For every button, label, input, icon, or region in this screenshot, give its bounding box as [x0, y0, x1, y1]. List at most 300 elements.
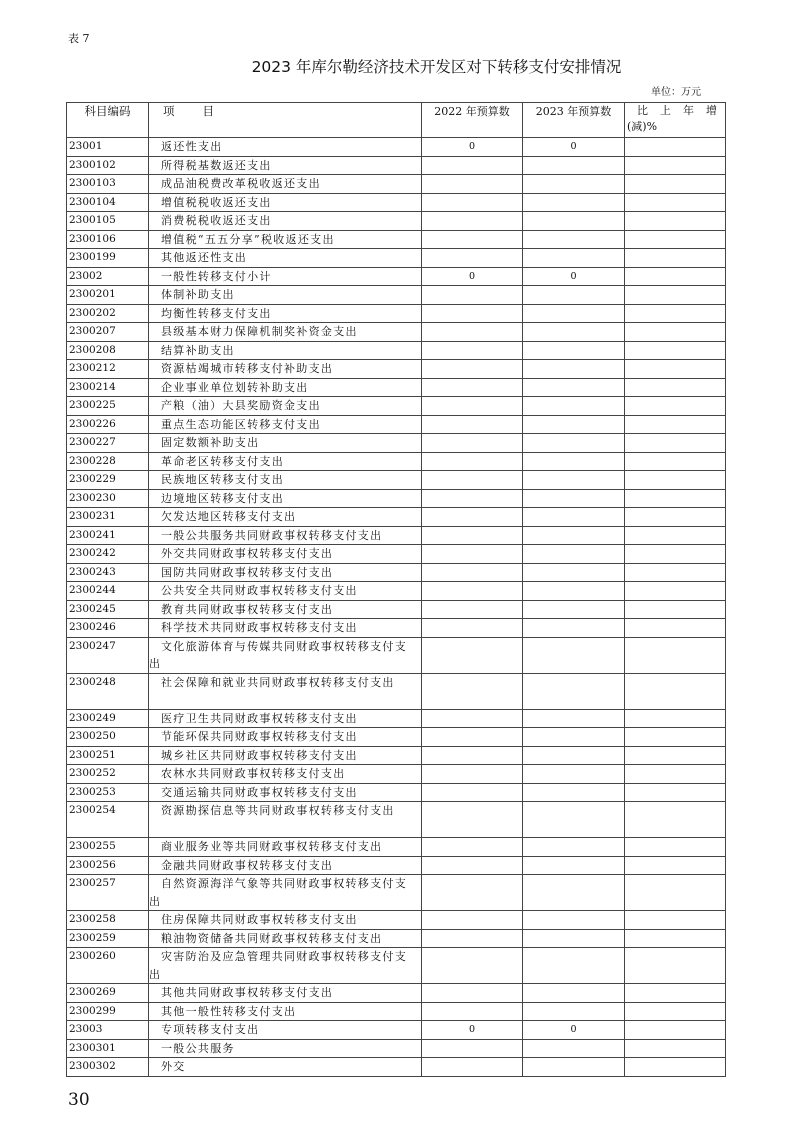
row-item-name	[149, 175, 422, 194]
change-header-char: 比	[637, 104, 648, 117]
row-item-text: 节能环保共同财政事权转移支付支出	[161, 730, 358, 743]
row-2023-value: 0	[523, 267, 625, 286]
row-code: 2300241	[67, 526, 149, 545]
row-2022-value: 0	[422, 1021, 523, 1040]
row-item-name	[149, 341, 422, 360]
row-code: 2300254	[67, 802, 149, 838]
row-item-name	[149, 783, 422, 802]
row-item-name	[149, 415, 422, 434]
row-item-text: 欠发达地区转移支付支出	[161, 510, 297, 523]
row-code: 2300259	[67, 929, 149, 948]
row-change-value	[625, 545, 726, 564]
row-2023-value	[523, 875, 625, 911]
row-change-value	[625, 1039, 726, 1058]
row-code: 2300104	[67, 193, 149, 212]
table-row	[67, 471, 726, 490]
row-change-value	[625, 471, 726, 490]
table-row	[67, 156, 726, 175]
row-code: 2300207	[67, 323, 149, 342]
row-2022-value	[422, 175, 523, 194]
row-2023-value	[523, 563, 625, 582]
row-item-name	[149, 582, 422, 601]
row-item-text: 其他一般性转移支付支出	[161, 1004, 297, 1018]
row-change-value	[625, 434, 726, 453]
row-2022-value	[422, 323, 523, 342]
row-code: 2300256	[67, 856, 149, 875]
change-header-bottom: (减)%	[627, 120, 658, 133]
row-code: 2300243	[67, 563, 149, 582]
row-2023-value	[523, 378, 625, 397]
row-item-name	[149, 471, 422, 490]
table-row	[67, 1058, 726, 1077]
row-item-text: 外交	[161, 1060, 186, 1073]
row-item-name	[149, 230, 422, 249]
table-row	[67, 1002, 726, 1021]
row-item-text: 自然资源海洋气象等共同财政事权转移支付支出	[149, 877, 407, 908]
row-2022-value	[422, 286, 523, 305]
row-2022-value	[422, 984, 523, 1003]
row-item-name	[149, 304, 422, 323]
row-2023-value	[523, 856, 625, 875]
row-2022-value	[422, 526, 523, 545]
row-code: 2300228	[67, 452, 149, 471]
row-code: 2300251	[67, 746, 149, 765]
row-item-name	[149, 765, 422, 784]
table-row	[67, 802, 726, 838]
row-code: 23002	[67, 267, 149, 286]
row-item-text: 其他返还性支出	[161, 251, 248, 264]
row-change-value	[625, 212, 726, 231]
row-change-value	[625, 838, 726, 857]
table-row	[67, 1039, 726, 1058]
row-2023-value	[523, 526, 625, 545]
row-change-value	[625, 929, 726, 948]
row-code: 2300214	[67, 378, 149, 397]
row-code: 2300246	[67, 619, 149, 638]
row-item-text: 返还性支出	[161, 140, 223, 153]
row-change-value	[625, 783, 726, 802]
row-code: 2300201	[67, 286, 149, 305]
row-item-text: 农林水共同财政事权转移支付支出	[161, 767, 346, 780]
row-item-name	[149, 489, 422, 508]
row-item-name	[149, 323, 422, 342]
row-item-name	[149, 802, 422, 838]
row-2023-value: 0	[523, 1021, 625, 1040]
table-row	[67, 746, 726, 765]
row-change-value	[625, 341, 726, 360]
row-2023-value	[523, 709, 625, 728]
row-2023-value	[523, 673, 625, 709]
table-row	[67, 929, 726, 948]
row-item-name	[149, 545, 422, 564]
column-header-code: 科目编码	[67, 103, 149, 138]
row-code: 2300106	[67, 230, 149, 249]
row-code: 2300199	[67, 249, 149, 268]
row-change-value	[625, 637, 726, 673]
row-item-text: 一般性转移支付小计	[161, 269, 272, 283]
row-item-text: 边境地区转移支付支出	[161, 491, 284, 505]
row-item-name	[149, 984, 422, 1003]
row-code: 2300258	[67, 911, 149, 930]
row-change-value	[625, 709, 726, 728]
page-number: 30	[68, 1090, 90, 1110]
row-item-text: 结算补助支出	[161, 343, 235, 357]
row-code: 2300245	[67, 600, 149, 619]
row-2023-value	[523, 600, 625, 619]
row-2022-value	[422, 709, 523, 728]
row-item-text: 交通运输共同财政事权转移支付支出	[161, 785, 358, 799]
table-row	[67, 397, 726, 416]
row-item-text: 成品油税费改革税收返还支出	[161, 177, 321, 190]
row-item-name	[149, 746, 422, 765]
row-2023-value	[523, 746, 625, 765]
row-item-name	[149, 286, 422, 305]
row-code: 2300226	[67, 415, 149, 434]
row-change-value	[625, 304, 726, 323]
row-2022-value	[422, 746, 523, 765]
row-change-value	[625, 619, 726, 638]
row-code: 2300249	[67, 709, 149, 728]
row-change-value	[625, 193, 726, 212]
row-2023-value	[523, 230, 625, 249]
row-item-text: 一般公共服务	[161, 1041, 235, 1055]
row-item-name	[149, 193, 422, 212]
row-2022-value	[422, 304, 523, 323]
row-2023-value	[523, 765, 625, 784]
row-change-value	[625, 911, 726, 930]
row-2023-value	[523, 360, 625, 379]
table-row	[67, 175, 726, 194]
row-item-name	[149, 600, 422, 619]
row-2022-value	[422, 434, 523, 453]
row-item-text: 城乡社区共同财政事权转移支付支出	[161, 748, 358, 762]
table-row	[67, 637, 726, 673]
row-item-name	[149, 378, 422, 397]
row-item-name	[149, 929, 422, 948]
row-item-text: 一般公共服务共同财政事权转移支付支出	[161, 528, 383, 542]
row-2022-value	[422, 673, 523, 709]
row-2023-value	[523, 911, 625, 930]
row-2023-value	[523, 728, 625, 747]
table-row	[67, 286, 726, 305]
row-code: 2300299	[67, 1002, 149, 1021]
table-row	[67, 341, 726, 360]
table-row	[67, 323, 726, 342]
row-change-value	[625, 175, 726, 194]
row-2023-value	[523, 286, 625, 305]
row-item-text: 固定数额补助支出	[161, 436, 260, 449]
row-item-name	[149, 249, 422, 268]
row-change-value	[625, 323, 726, 342]
row-2022-value	[422, 802, 523, 838]
row-change-value	[625, 489, 726, 508]
row-2022-value	[422, 1002, 523, 1021]
row-change-value	[625, 378, 726, 397]
row-item-text: 资源勘探信息等共同财政事权转移支付支出	[161, 804, 395, 817]
row-change-value	[625, 360, 726, 379]
row-2022-value	[422, 582, 523, 601]
row-item-text: 所得税基数返还支出	[161, 158, 272, 172]
row-2022-value	[422, 838, 523, 857]
table-row	[67, 138, 726, 157]
row-item-text: 国防共同财政事权转移支付支出	[161, 565, 334, 579]
row-code: 2300253	[67, 783, 149, 802]
transfer-payment-table	[66, 102, 726, 1077]
table-row	[67, 267, 726, 286]
row-item-text: 专项转移支付支出	[161, 1023, 260, 1036]
row-2023-value	[523, 452, 625, 471]
row-item-text: 粮油物资储备共同财政事权转移支付支出	[161, 931, 383, 945]
row-2022-value	[422, 563, 523, 582]
table-row	[67, 508, 726, 527]
row-2023-value	[523, 323, 625, 342]
row-2022-value	[422, 156, 523, 175]
table-label: 表 7	[68, 32, 90, 45]
row-2023-value	[523, 434, 625, 453]
table-row	[67, 212, 726, 231]
row-2022-value	[422, 948, 523, 984]
table-row	[67, 563, 726, 582]
row-2023-value	[523, 156, 625, 175]
row-2022-value	[422, 1039, 523, 1058]
table-row	[67, 230, 726, 249]
column-header-change	[625, 103, 726, 138]
row-change-value	[625, 397, 726, 416]
row-change-value	[625, 526, 726, 545]
row-change-value	[625, 673, 726, 709]
row-2023-value	[523, 783, 625, 802]
table-row	[67, 526, 726, 545]
row-2022-value	[422, 397, 523, 416]
row-2022-value	[422, 728, 523, 747]
row-code: 2300103	[67, 175, 149, 194]
table-row	[67, 728, 726, 747]
row-item-text: 民族地区转移支付支出	[161, 473, 284, 486]
table-row	[67, 765, 726, 784]
row-change-value	[625, 415, 726, 434]
row-item-name	[149, 397, 422, 416]
table-row	[67, 783, 726, 802]
row-code: 2300248	[67, 673, 149, 709]
row-2022-value	[422, 508, 523, 527]
table-body	[67, 138, 726, 1077]
table-row	[67, 619, 726, 638]
row-code: 2300105	[67, 212, 149, 231]
row-2022-value	[422, 600, 523, 619]
column-header-2023: 2023 年预算数	[523, 103, 625, 138]
row-2023-value	[523, 929, 625, 948]
row-item-text: 科学技术共同财政事权转移支付支出	[161, 621, 358, 634]
row-code: 2300244	[67, 582, 149, 601]
row-code: 2300225	[67, 397, 149, 416]
row-change-value	[625, 156, 726, 175]
row-change-value	[625, 138, 726, 157]
table-row	[67, 984, 726, 1003]
table-row	[67, 434, 726, 453]
row-item-name	[149, 1039, 422, 1058]
table-row	[67, 378, 726, 397]
row-2022-value	[422, 545, 523, 564]
row-2023-value	[523, 212, 625, 231]
row-item-text: 教育共同财政事权转移支付支出	[161, 602, 334, 616]
row-2023-value	[523, 249, 625, 268]
row-item-text: 公共安全共同财政事权转移支付支出	[161, 584, 358, 597]
row-change-value	[625, 249, 726, 268]
row-2022-value	[422, 875, 523, 911]
row-change-value	[625, 802, 726, 838]
table-row	[67, 452, 726, 471]
row-2022-value	[422, 249, 523, 268]
table-row	[67, 360, 726, 379]
row-change-value	[625, 875, 726, 911]
row-change-value	[625, 746, 726, 765]
row-item-text: 外交共同财政事权转移支付支出	[161, 547, 334, 560]
row-change-value	[625, 856, 726, 875]
change-header-char: 年	[683, 104, 694, 117]
row-item-name	[149, 619, 422, 638]
row-item-text: 企业事业单位划转补助支出	[161, 380, 309, 394]
row-2022-value	[422, 212, 523, 231]
table-row	[67, 838, 726, 857]
row-2022-value	[422, 415, 523, 434]
row-change-value	[625, 267, 726, 286]
row-code: 2300255	[67, 838, 149, 857]
row-2022-value	[422, 471, 523, 490]
row-code: 23001	[67, 138, 149, 157]
row-2022-value	[422, 360, 523, 379]
row-2022-value	[422, 929, 523, 948]
row-2023-value	[523, 984, 625, 1003]
row-item-name	[149, 267, 422, 286]
row-2023-value	[523, 619, 625, 638]
row-item-text: 商业服务业等共同财政事权转移支付支出	[161, 840, 383, 853]
row-2023-value	[523, 582, 625, 601]
row-2022-value	[422, 378, 523, 397]
table-row	[67, 489, 726, 508]
row-code: 2300229	[67, 471, 149, 490]
row-code: 2300212	[67, 360, 149, 379]
row-2023-value	[523, 838, 625, 857]
row-code: 2300269	[67, 984, 149, 1003]
row-code: 2300301	[67, 1039, 149, 1058]
row-item-name	[149, 911, 422, 930]
document-title: 2023 年库尔勒经济技术开发区对下转移支付安排情况	[251, 58, 622, 76]
row-2023-value	[523, 415, 625, 434]
row-2023-value	[523, 341, 625, 360]
row-2022-value	[422, 911, 523, 930]
row-item-text: 医疗卫生共同财政事权转移支付支出	[161, 711, 358, 725]
row-change-value	[625, 563, 726, 582]
row-code: 2300202	[67, 304, 149, 323]
table-row	[67, 673, 726, 709]
row-2023-value	[523, 471, 625, 490]
table-row	[67, 304, 726, 323]
row-item-text: 金融共同财政事权转移支付支出	[161, 858, 334, 872]
row-item-text: 体制补助支出	[161, 288, 235, 301]
row-item-text: 均衡性转移支付支出	[161, 306, 272, 320]
row-2023-value	[523, 304, 625, 323]
table-row	[67, 545, 726, 564]
row-item-name	[149, 838, 422, 857]
row-change-value	[625, 1058, 726, 1077]
change-header-char: 上	[660, 104, 671, 117]
row-item-name	[149, 563, 422, 582]
row-2023-value	[523, 802, 625, 838]
row-2022-value	[422, 193, 523, 212]
row-code: 2300242	[67, 545, 149, 564]
unit-label: 单位：万元	[651, 87, 701, 98]
row-2022-value	[422, 856, 523, 875]
row-2023-value: 0	[523, 138, 625, 157]
column-header-item: 项目	[149, 103, 422, 138]
row-change-value	[625, 508, 726, 527]
row-2022-value	[422, 1058, 523, 1077]
row-item-text: 增值税“五五分享”税收返还支出	[161, 232, 335, 246]
row-item-name	[149, 948, 422, 984]
row-code: 2300302	[67, 1058, 149, 1077]
row-2023-value	[523, 637, 625, 673]
change-header-top	[627, 103, 723, 119]
row-item-text: 社会保障和就业共同财政事权转移支付支出	[161, 675, 395, 689]
table-row	[67, 582, 726, 601]
row-item-text: 资源枯竭城市转移支付补助支出	[161, 362, 334, 375]
row-item-text: 革命老区转移支付支出	[161, 454, 284, 468]
table-row	[67, 911, 726, 930]
row-code: 2300102	[67, 156, 149, 175]
row-change-value	[625, 1002, 726, 1021]
row-2023-value	[523, 397, 625, 416]
row-item-name	[149, 1002, 422, 1021]
row-code: 2300227	[67, 434, 149, 453]
table-row	[67, 709, 726, 728]
row-change-value	[625, 984, 726, 1003]
row-item-text: 产粮（油）大县奖励资金支出	[161, 399, 321, 412]
row-2023-value	[523, 545, 625, 564]
row-item-text: 灾害防治及应急管理共同财政事权转移支付支出	[149, 950, 407, 981]
row-item-name	[149, 452, 422, 471]
row-item-text: 文化旅游体育与传媒共同财政事权转移支付支出	[149, 639, 407, 670]
row-item-text: 增值税税收返还支出	[161, 195, 272, 209]
row-2023-value	[523, 489, 625, 508]
row-item-name	[149, 138, 422, 157]
row-code: 2300250	[67, 728, 149, 747]
table-header-row	[67, 103, 726, 138]
row-change-value	[625, 230, 726, 249]
row-2023-value	[523, 193, 625, 212]
row-code: 2300230	[67, 489, 149, 508]
row-code: 2300231	[67, 508, 149, 527]
row-item-name	[149, 856, 422, 875]
row-change-value	[625, 728, 726, 747]
row-item-name	[149, 508, 422, 527]
row-change-value	[625, 765, 726, 784]
row-item-name	[149, 212, 422, 231]
row-2023-value	[523, 508, 625, 527]
row-2022-value: 0	[422, 267, 523, 286]
row-2022-value	[422, 619, 523, 638]
row-item-text: 县级基本财力保障机制奖补资金支出	[161, 325, 358, 338]
table-row	[67, 948, 726, 984]
row-item-text: 重点生态功能区转移支付支出	[161, 417, 321, 431]
row-2022-value	[422, 489, 523, 508]
table-row	[67, 415, 726, 434]
row-code: 2300257	[67, 875, 149, 911]
row-item-name	[149, 673, 422, 709]
table-row	[67, 249, 726, 268]
row-item-name	[149, 156, 422, 175]
row-item-name	[149, 637, 422, 673]
row-item-name	[149, 1021, 422, 1040]
